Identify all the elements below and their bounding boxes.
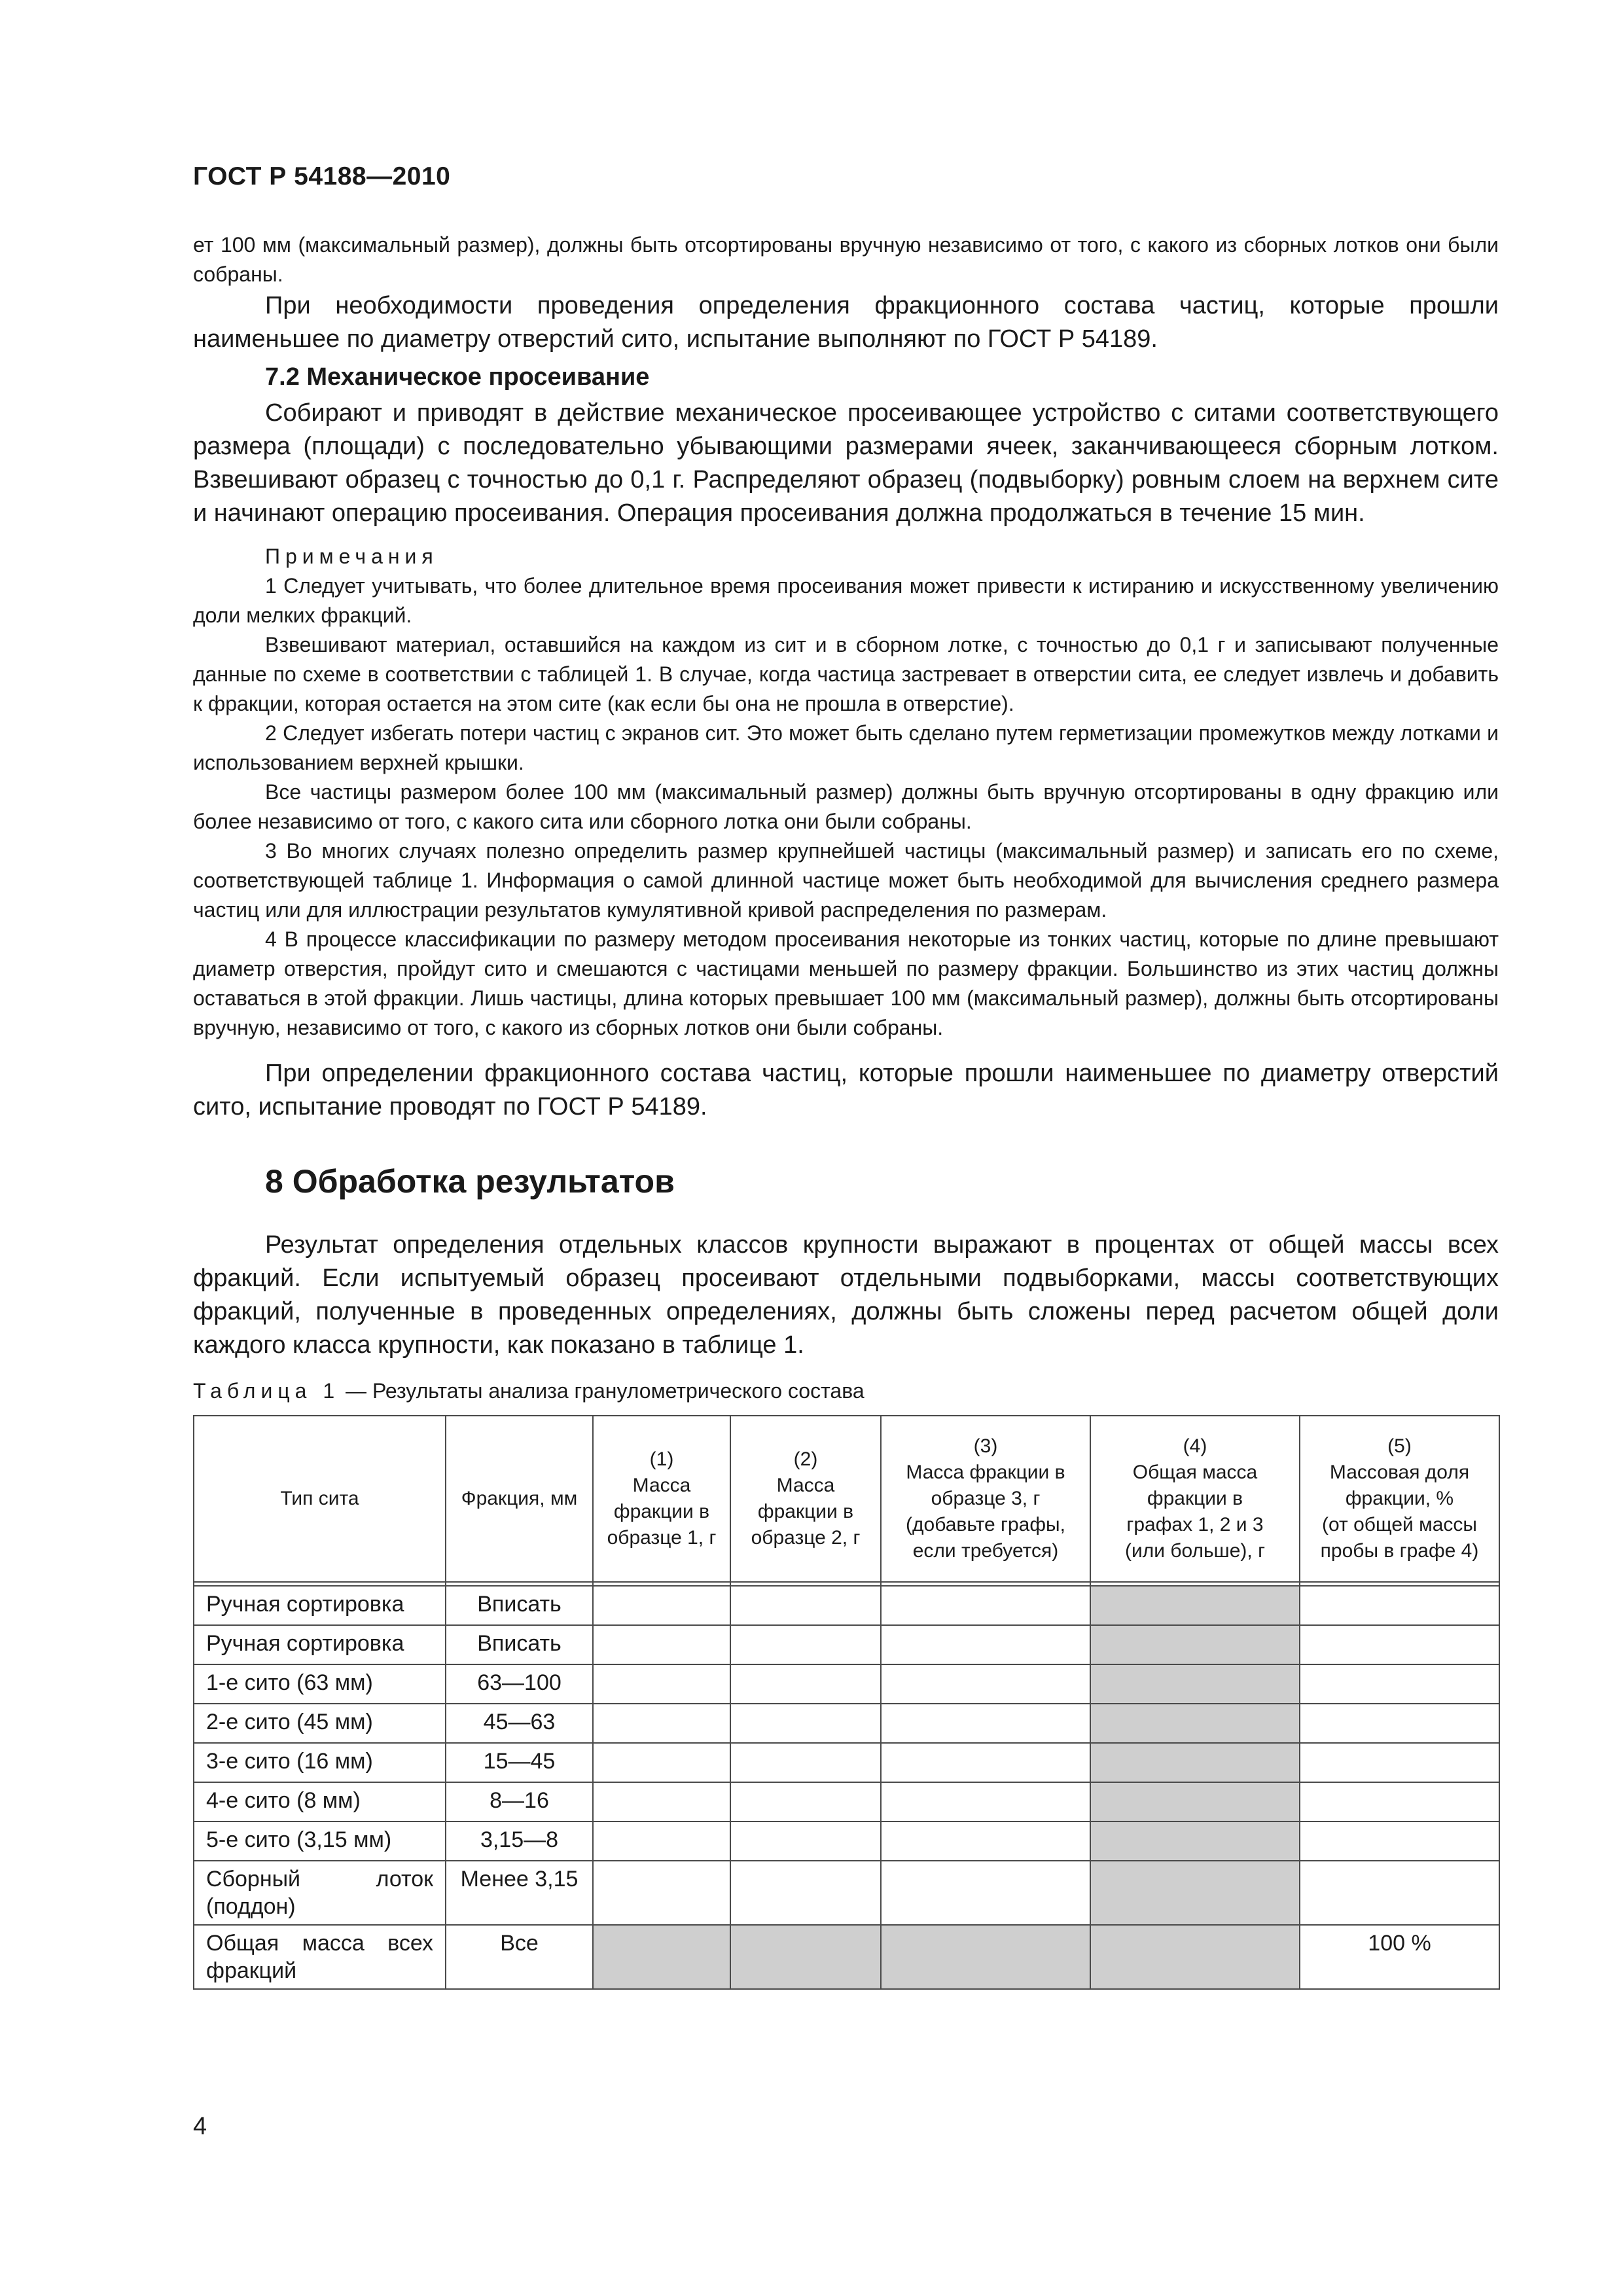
mass-share-cell[interactable] <box>1300 1782 1499 1821</box>
sample-mass-cell[interactable] <box>730 1782 881 1821</box>
sieve-type-cell <box>194 1586 446 1625</box>
sieve-type-line: 5-е сито (3,15 мм) <box>206 1827 392 1852</box>
table-header-line: (добавьте графы, <box>906 1514 1065 1535</box>
sample-mass-cell[interactable] <box>881 1782 1090 1821</box>
total-mass-cell <box>1090 1664 1300 1704</box>
table-row <box>194 1586 1499 1625</box>
table-row <box>194 1925 1499 1989</box>
mass-share-cell[interactable] <box>1300 1704 1499 1743</box>
paragraph: При определении фракционного состава частиц, которые прошли наименьшее по диаметру отверстий сито, испытание проводят по ГОСТ Р 54189. <box>193 1060 1499 1121</box>
sample-mass-cell[interactable] <box>593 1704 730 1743</box>
table-header-cell <box>730 1416 881 1582</box>
table-caption-text: — Результаты анализа гранулометрического состава <box>340 1379 865 1403</box>
table-header-line: Масса фракции в <box>906 1462 1065 1483</box>
fraction-cell: Вписать <box>446 1586 593 1625</box>
mass-share-cell[interactable]: 100 % <box>1300 1925 1499 1989</box>
results-table <box>193 1415 1500 1990</box>
paragraph: При необходимости проведения определения фракционного состава частиц, которые прошли наименьшее по диаметру отверстий сито, испытание выполняют по ГОСТ Р 54189. <box>193 292 1499 353</box>
fraction-cell: 8—16 <box>446 1782 593 1821</box>
sample-mass-cell[interactable] <box>593 1664 730 1704</box>
fraction-cell: 63—100 <box>446 1664 593 1704</box>
note-1-continuation: Взвешивают материал, оставшийся на каждом из сит и в сборном лотке, с точностью до 0,1 г и записывают полученные данные по схеме в соответствии с таблицей 1. В случае, когда частица застревает в отверстии сита, ее следует извлечь и добавить к фракции, которая остается на этом сите (как если бы она не прошла в отверстие). <box>193 633 1499 715</box>
sieve-type-line: 1-е сито (63 мм) <box>206 1670 373 1695</box>
document-header: ГОСТ Р 54188—2010 <box>193 162 451 190</box>
sample-mass-cell[interactable] <box>593 1625 730 1664</box>
table-header-row <box>194 1416 1499 1582</box>
fraction-cell: Менее 3,15 <box>446 1861 593 1925</box>
sample-mass-cell[interactable] <box>881 1586 1090 1625</box>
fraction-cell: Вписать <box>446 1625 593 1664</box>
table-caption-label: Таблица 1 <box>193 1379 340 1403</box>
table-header-line: (1) <box>649 1448 674 1470</box>
sieve-type-cell <box>194 1821 446 1861</box>
sample-mass-cell[interactable] <box>881 1704 1090 1743</box>
sieve-type-line: 4-е сито (8 мм) <box>206 1788 361 1813</box>
table-row <box>194 1782 1499 1821</box>
table-header-line: (5) <box>1387 1435 1412 1457</box>
sample-mass-cell[interactable] <box>881 1625 1090 1664</box>
sieve-type-cell <box>194 1743 446 1782</box>
sample-mass-cell[interactable] <box>881 1925 1090 1989</box>
sieve-type-line: Ручная сортировка <box>206 1592 404 1617</box>
sample-mass-cell[interactable] <box>593 1925 730 1989</box>
table-header-cell <box>593 1416 730 1582</box>
fraction-cell: 45—63 <box>446 1704 593 1743</box>
note-2: 2 Следует избегать потери частиц с экранов сит. Это может быть сделано путем герметизации промежутков между лотками и использованием верхней крышки. <box>193 721 1499 774</box>
sieve-type-cell <box>194 1704 446 1743</box>
sample-mass-cell[interactable] <box>881 1664 1090 1704</box>
continuation-paragraph: ет 100 мм (максимальный размер), должны быть отсортированы вручную независимо от того, с какого из сборных лотков они были собраны. <box>193 233 1499 286</box>
sieve-type-line: Общая масса всех <box>206 1931 433 1956</box>
sieve-type-line: (поддон) <box>206 1894 296 1919</box>
total-mass-cell <box>1090 1861 1300 1925</box>
sample-mass-cell[interactable] <box>881 1743 1090 1782</box>
sieve-type-line: фракций <box>206 1958 297 1983</box>
table-row <box>194 1821 1499 1861</box>
total-mass-cell <box>1090 1625 1300 1664</box>
sample-mass-cell[interactable] <box>730 1743 881 1782</box>
sieve-type-line: 2-е сито (45 мм) <box>206 1710 373 1734</box>
fraction-cell: 15—45 <box>446 1743 593 1782</box>
note-3: 3 Во многих случаях полезно определить размер крупнейшей частицы (максимальный размер) и записать его по схеме, соответствующей таблице 1. Информация о самой длинной частице может быть необходимой для вычисления среднего размера частиц или для иллюстрации результатов кумулятивной кривой распределения по размерам. <box>193 839 1499 922</box>
fraction-cell: 3,15—8 <box>446 1821 593 1861</box>
table-header-line: (4) <box>1183 1435 1207 1457</box>
table-row <box>194 1664 1499 1704</box>
table-header-line: образце 2, г <box>751 1527 861 1549</box>
total-mass-cell <box>1090 1704 1300 1743</box>
mass-share-cell[interactable] <box>1300 1821 1499 1861</box>
table-header-line: фракции, % <box>1345 1488 1454 1509</box>
table-header-line: фракции в <box>757 1501 854 1522</box>
table-header-line: (2) <box>793 1448 818 1470</box>
mass-share-cell[interactable] <box>1300 1743 1499 1782</box>
sieve-type-cell <box>194 1625 446 1664</box>
mass-share-cell[interactable] <box>1300 1625 1499 1664</box>
sample-mass-cell[interactable] <box>730 1821 881 1861</box>
paragraph: Собирают и приводят в действие механическое просеивающее устройство с ситами соответствующего размера (площади) с последовательно убывающими размерами ячеек, заканчивающееся сборным лотком. Взвешивают образец с точностью до 0,1 г. Распределяют образец (подвыборку) ровным слоем на верхнем сите и начинают операцию просеивания. Операция просеивания должна продолжаться в течение 15 мин. <box>193 399 1499 527</box>
table-header-cell <box>446 1416 593 1582</box>
table-body <box>194 1582 1499 1989</box>
mass-share-cell[interactable] <box>1300 1586 1499 1625</box>
table-header-line: Массовая доля <box>1329 1462 1470 1483</box>
table-header-line: Фракция, мм <box>461 1488 578 1509</box>
sample-mass-cell[interactable] <box>593 1782 730 1821</box>
note-4: 4 В процессе классификации по размеру методом просеивания некоторые из тонких частиц, которые по длине превышают диаметр отверстия, пройдут сито и смешаются с частицами меньшей по размеру фракции. Большинство из этих частиц должны оставаться в этой фракции. Лишь частицы, длина которых превышает 100 мм (максимальный размер), должны быть отсортированы вручную, независимо от того, с какого из сборных лотков они были собраны. <box>193 927 1499 1039</box>
table-header-line: (от общей массы <box>1322 1514 1477 1535</box>
table-header-line: Масса <box>632 1475 691 1496</box>
table-header-line: фракции в <box>613 1501 710 1522</box>
table-row <box>194 1743 1499 1782</box>
sample-mass-cell[interactable] <box>593 1861 730 1925</box>
table-header-line: Тип сита <box>280 1488 359 1509</box>
table-row <box>194 1704 1499 1743</box>
table-header-line: если требуется) <box>912 1540 1059 1562</box>
note-2-continuation: Все частицы размером более 100 мм (максимальный размер) должны быть вручную отсортированы в одну фракцию или более независимо от того, с какого сита или сборного лотка они были собраны. <box>193 780 1499 833</box>
table-caption <box>193 1376 1499 1406</box>
sieve-type-line: Сборный лоток <box>206 1867 433 1892</box>
sample-mass-cell[interactable] <box>730 1586 881 1625</box>
total-mass-cell <box>1090 1743 1300 1782</box>
sieve-type-cell <box>194 1782 446 1821</box>
section-heading-7-2: 7.2 Механическое просеивание <box>265 363 650 391</box>
document-body <box>193 230 1499 1990</box>
table-header-line: (3) <box>973 1435 998 1457</box>
table-header-line: образце 3, г <box>931 1488 1041 1509</box>
sample-mass-cell[interactable] <box>730 1861 881 1925</box>
table-header-cell <box>1300 1416 1499 1582</box>
table-header-line: Масса <box>776 1475 835 1496</box>
sieve-type-line: Ручная сортировка <box>206 1631 404 1656</box>
total-mass-cell <box>1090 1925 1300 1989</box>
page-number: 4 <box>193 2113 207 2140</box>
sieve-type-cell <box>194 1925 446 1989</box>
total-mass-cell <box>1090 1586 1300 1625</box>
table-header-cell <box>881 1416 1090 1582</box>
sample-mass-cell[interactable] <box>593 1743 730 1782</box>
table-header-cell <box>1090 1416 1300 1582</box>
sample-mass-cell[interactable] <box>881 1821 1090 1861</box>
table-row <box>194 1861 1499 1925</box>
table-header-line: пробы в графе 4) <box>1320 1540 1479 1562</box>
table-header-cell <box>194 1416 446 1582</box>
section-heading-8: 8 Обработка результатов <box>265 1163 675 1200</box>
sieve-type-line: 3-е сито (16 мм) <box>206 1749 373 1774</box>
notes-title: Примечания <box>265 545 438 568</box>
table-header-line: фракции в <box>1147 1488 1243 1509</box>
paragraph: Результат определения отдельных классов крупности выражают в процентах от общей массы всех фракций. Если испытуемый образец просеивают отдельными подвыборками, массы соответствующих фракций, полученные в проведенных определениях, должны быть сложены перед расчетом общей доли каждого класса крупности, как показано в таблице 1. <box>193 1231 1499 1359</box>
table-header-line: образце 1, г <box>607 1527 717 1549</box>
sieve-type-cell <box>194 1664 446 1704</box>
table-header-line: графах 1, 2 и 3 <box>1126 1514 1264 1535</box>
total-mass-cell <box>1090 1821 1300 1861</box>
sample-mass-cell[interactable] <box>730 1925 881 1989</box>
sample-mass-cell[interactable] <box>881 1861 1090 1925</box>
note-1: 1 Следует учитывать, что более длительное время просеивания может привести к истиранию и искусственному увеличению доли мелких фракций. <box>193 574 1499 627</box>
sample-mass-cell[interactable] <box>730 1704 881 1743</box>
fraction-cell: Все <box>446 1925 593 1989</box>
table-header-line: Общая масса <box>1132 1462 1258 1483</box>
sample-mass-cell[interactable] <box>730 1625 881 1664</box>
table-row <box>194 1625 1499 1664</box>
sieve-type-cell <box>194 1861 446 1925</box>
sample-mass-cell[interactable] <box>593 1586 730 1625</box>
sample-mass-cell[interactable] <box>593 1821 730 1861</box>
mass-share-cell[interactable] <box>1300 1861 1499 1925</box>
total-mass-cell <box>1090 1782 1300 1821</box>
table-header-line: (или больше), г <box>1124 1540 1266 1562</box>
sample-mass-cell[interactable] <box>730 1664 881 1704</box>
mass-share-cell[interactable] <box>1300 1664 1499 1704</box>
